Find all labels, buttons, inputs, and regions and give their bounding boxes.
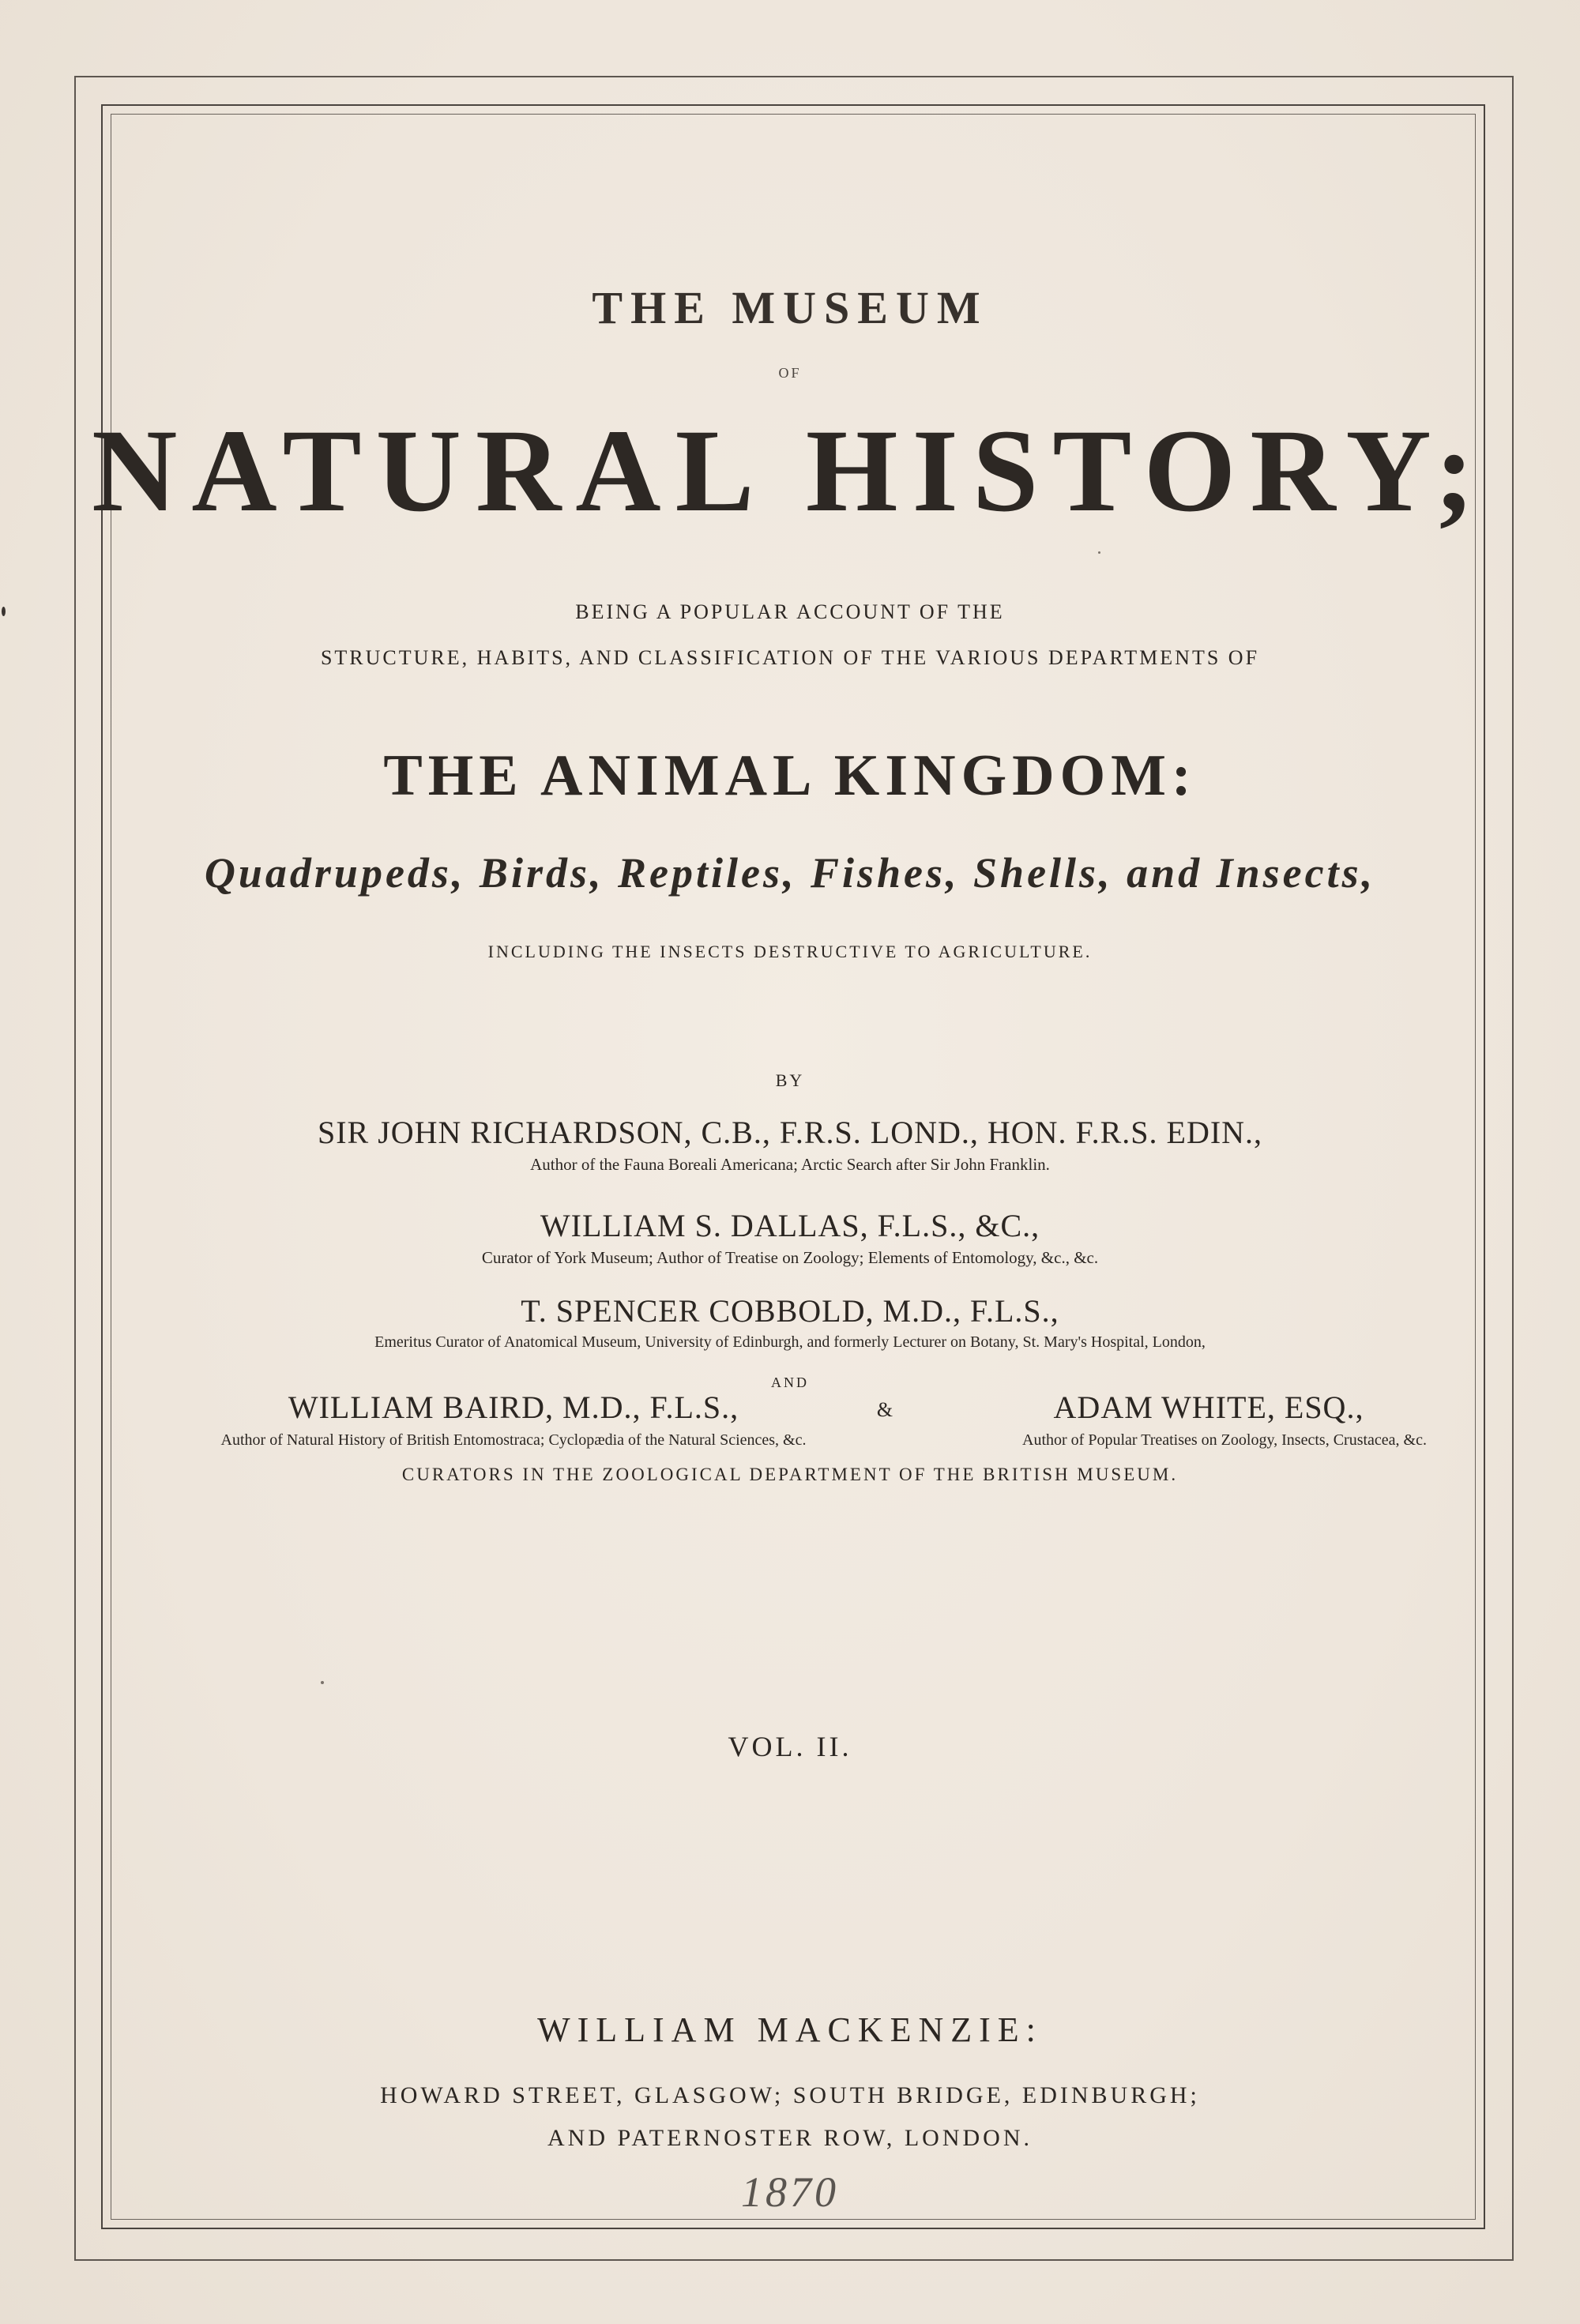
subtitle-line-1: BEING A POPULAR ACCOUNT OF THE: [575, 600, 1005, 623]
publisher-name: WILLIAM MACKENZIE:: [537, 2010, 1043, 2049]
and-label: AND: [771, 1374, 809, 1390]
handwritten-date: 1870: [741, 2168, 839, 2216]
author-note-5: Author of Popular Treatises on Zoology, Insects, Crustacea, &c.: [1022, 1431, 1427, 1449]
title-of: OF: [778, 365, 802, 381]
curators-line: CURATORS IN THE ZOOLOGICAL DEPARTMENT OF THE BRITISH MUSEUM.: [401, 1465, 1179, 1484]
by-label: BY: [775, 1070, 805, 1090]
author-name-2: WILLIAM S. DALLAS, F.L.S., &C.,: [540, 1208, 1040, 1243]
title-top: THE MUSEUM: [592, 282, 988, 333]
kingdom-heading: THE ANIMAL KINGDOM:: [383, 743, 1197, 808]
author-name-5: ADAM WHITE, ESQ.,: [1053, 1390, 1364, 1425]
main-title: NATURAL HISTORY;: [92, 405, 1488, 536]
author-note-1: Author of the Fauna Boreali Americana; Arctic Search after Sir John Franklin.: [530, 1155, 1050, 1174]
address-line-2: AND PATERNOSTER ROW, LONDON.: [547, 2125, 1033, 2151]
ink-speck: [1098, 551, 1100, 554]
ink-speck: [321, 1681, 324, 1684]
author-note-2: Curator of York Museum; Author of Treatise on Zoology; Elements of Entomology, &c., &c.: [481, 1248, 1099, 1267]
ampersand: &: [876, 1398, 893, 1421]
subtitle-line-2: STRUCTURE, HABITS, AND CLASSIFICATION OF THE VARIOUS DEPARTMENTS OF: [320, 646, 1260, 669]
author-note-3: Emeritus Curator of Anatomical Museum, University of Edinburgh, and formerly Lecturer on Botany, St. Mary's Hospital, London,: [374, 1333, 1206, 1351]
categories-line: Quadrupeds, Birds, Reptiles, Fishes, Shells, and Insects,: [204, 849, 1376, 897]
volume-label: VOL. II.: [728, 1731, 852, 1762]
author-name-1: SIR JOHN RICHARDSON, C.B., F.R.S. LOND., HON. F.R.S. EDIN.,: [317, 1115, 1263, 1150]
including-line: INCLUDING THE INSECTS DESTRUCTIVE TO AGRICULTURE.: [487, 942, 1093, 961]
author-name-3: T. SPENCER COBBOLD, M.D., F.L.S.,: [521, 1293, 1059, 1329]
author-name-4: WILLIAM BAIRD, M.D., F.L.S.,: [288, 1390, 739, 1425]
page-mark: [2, 607, 6, 616]
address-line-1: HOWARD STREET, GLASGOW; SOUTH BRIDGE, EDINBURGH;: [380, 2082, 1200, 2108]
author-note-4: Author of Natural History of British Entomostraca; Cyclopædia of the Natural Sciences, &c.: [220, 1431, 807, 1449]
